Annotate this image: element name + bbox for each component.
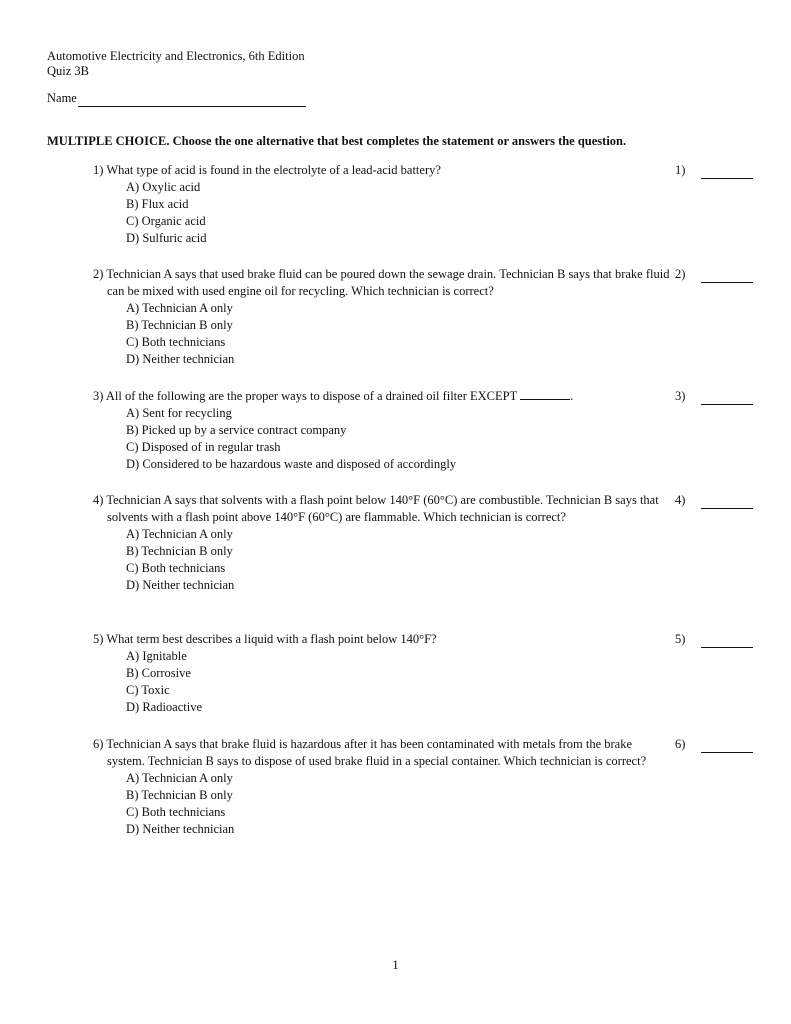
answer-slot (675, 162, 753, 179)
answer-number: 2) (675, 267, 686, 281)
question-text: Technician A says that solvents with a flash point below 140°F (60°C) are combustible. Technician B says that solvents with a flash point above 140°F (60°C) are flammable. Which technician is correct? (106, 493, 659, 524)
answer-blank[interactable] (701, 392, 753, 405)
option-d: D) Neither technician (126, 578, 235, 592)
option-b: B) Picked up by a service contract company (126, 423, 347, 437)
answer-slot (675, 266, 753, 283)
answer-slot (675, 736, 753, 753)
question-text: All of the following are the proper ways to dispose of a drained oil filter EXCEPT (105, 389, 517, 403)
question-6 (93, 736, 753, 838)
option-list (126, 300, 753, 368)
answer-slot (675, 388, 753, 405)
option-c: C) Both technicians (126, 561, 226, 575)
answer-slot (675, 492, 753, 509)
answer-blank[interactable] (701, 270, 753, 283)
question-number: 6) (93, 737, 104, 751)
question-number: 3) (93, 389, 104, 403)
option-d: D) Radioactive (126, 700, 203, 714)
option-b: B) Flux acid (126, 197, 189, 211)
name-field (47, 90, 306, 107)
option-list (126, 526, 753, 594)
option-a: A) Technician A only (126, 301, 233, 315)
question-stem (93, 736, 672, 770)
question-text: Technician A says that used brake fluid can be poured down the sewage drain. Technician B says that brake fluid can be mixed with used engine oil for recycling. Which technician is correct? (106, 267, 670, 298)
option-b: B) Corrosive (126, 666, 191, 680)
option-b: B) Technician B only (126, 318, 233, 332)
question-stem (93, 388, 672, 405)
question-number: 4) (93, 493, 104, 507)
question-text: What type of acid is found in the electrolyte of a lead-acid battery? (106, 163, 441, 177)
option-a: A) Technician A only (126, 527, 233, 541)
question-number: 1) (93, 163, 104, 177)
option-list (126, 770, 753, 838)
option-b: B) Technician B only (126, 788, 233, 802)
answer-number: 1) (675, 163, 686, 177)
option-c: C) Both technicians (126, 335, 226, 349)
question-number: 2) (93, 267, 104, 281)
answer-number: 5) (675, 632, 686, 646)
question-number: 5) (93, 632, 104, 646)
option-d: D) Neither technician (126, 822, 235, 836)
option-list (126, 405, 753, 473)
answer-slot (675, 631, 753, 648)
option-b: B) Technician B only (126, 544, 233, 558)
book-title: Automotive Electricity and Electronics, 6th Edition (47, 49, 305, 63)
question-text-end: . (570, 389, 574, 403)
option-c: C) Both technicians (126, 805, 226, 819)
answer-number: 4) (675, 493, 686, 507)
answer-blank[interactable] (701, 740, 753, 753)
question-stem (93, 492, 672, 526)
answer-number: 6) (675, 737, 686, 751)
answer-blank[interactable] (701, 496, 753, 509)
fill-in-blank (520, 388, 570, 400)
page-number: 1 (392, 958, 399, 972)
name-label: Name (47, 91, 77, 105)
option-c: C) Toxic (126, 683, 170, 697)
section-instructions: MULTIPLE CHOICE. Choose the one alternative that best completes the statement or answers the question. (47, 134, 627, 148)
option-d: D) Sulfuric acid (126, 231, 207, 245)
question-stem (93, 266, 672, 300)
option-list (126, 179, 753, 247)
answer-number: 3) (675, 389, 686, 403)
answer-blank[interactable] (701, 635, 753, 648)
question-text: Technician A says that brake fluid is hazardous after it has been contaminated with metals from the brake system. Technician B says to dispose of used brake fluid in a special container. Which technician is correct? (106, 737, 647, 768)
option-list (126, 648, 753, 716)
name-blank-line[interactable] (78, 93, 306, 107)
option-c: C) Organic acid (126, 214, 206, 228)
option-a: A) Oxylic acid (126, 180, 201, 194)
question-4 (93, 492, 753, 594)
question-2 (93, 266, 753, 368)
quiz-label: Quiz 3B (47, 64, 90, 78)
question-3 (93, 388, 753, 473)
option-d: D) Neither technician (126, 352, 235, 366)
question-5 (93, 631, 753, 716)
option-c: C) Disposed of in regular trash (126, 440, 281, 454)
question-text: What term best describes a liquid with a flash point below 140°F? (106, 632, 437, 646)
option-a: A) Sent for recycling (126, 406, 232, 420)
option-a: A) Ignitable (126, 649, 187, 663)
option-d: D) Considered to be hazardous waste and disposed of accordingly (126, 457, 457, 471)
question-stem (93, 162, 672, 179)
question-1 (93, 162, 753, 247)
question-stem (93, 631, 672, 648)
document-header (47, 49, 305, 79)
answer-blank[interactable] (701, 166, 753, 179)
option-a: A) Technician A only (126, 771, 233, 785)
